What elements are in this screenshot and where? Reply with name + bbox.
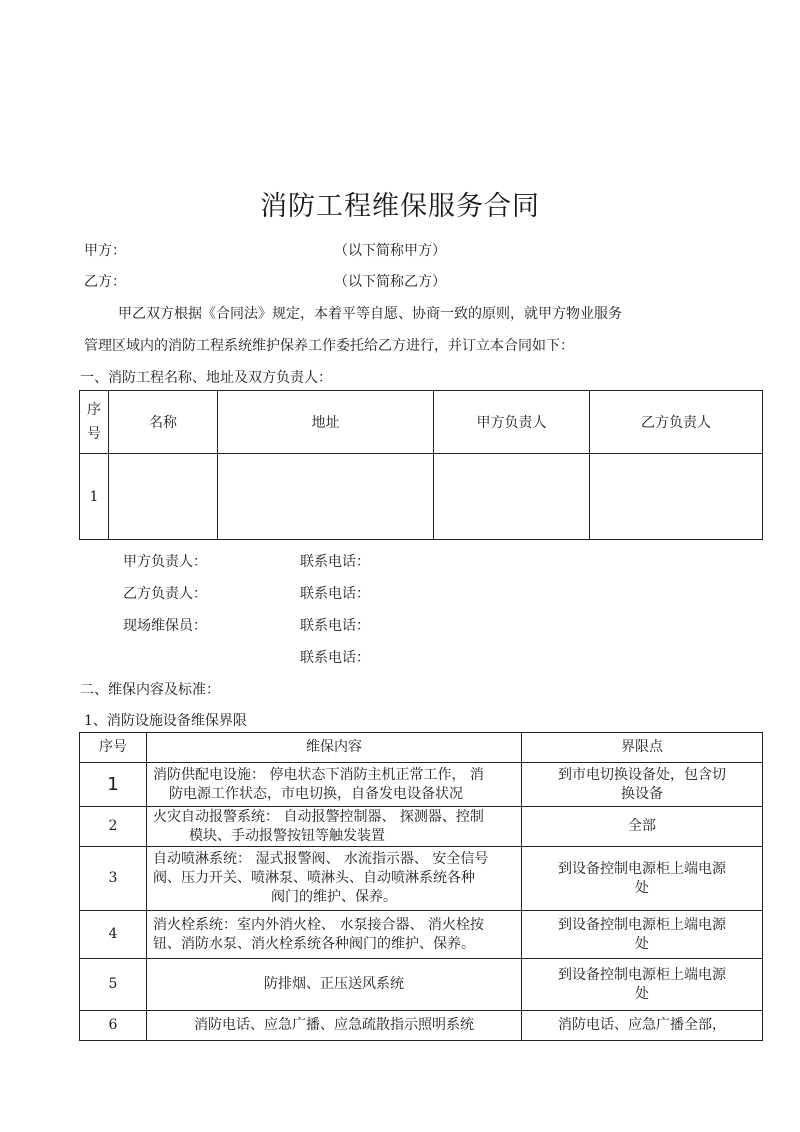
table-row bbox=[80, 1011, 763, 1041]
m-row-limit: 到设备控制电源柜上端电源 处 bbox=[522, 959, 763, 1011]
contact-site-phone: 联系电话： bbox=[300, 618, 370, 634]
m-row-limit: 全部 bbox=[522, 807, 763, 847]
m-row-no: 5 bbox=[80, 959, 147, 1011]
table-row bbox=[80, 454, 763, 540]
m-row-limit: 到设备控制电源柜上端电源 处 bbox=[522, 847, 763, 911]
header-party-b: 乙方负责人 bbox=[590, 391, 763, 454]
m-row-content: 防排烟、正压送风系统 bbox=[147, 959, 522, 1011]
intro-line-2: 管理区域内的消防工程系统维护保养工作委托给乙方进行，并订立本合同如下： bbox=[84, 338, 574, 354]
header-no: 序号 bbox=[80, 391, 109, 454]
header-party-a: 甲方负责人 bbox=[434, 391, 590, 454]
table-row bbox=[80, 911, 763, 959]
party-a-label: 甲方： bbox=[84, 243, 126, 259]
m-row-content: 消防供配电设施： 停电状态下消防主机正常工作， 消 防电源工作状态，市电切换，自备发电设备状况 bbox=[147, 763, 522, 807]
table-row bbox=[80, 763, 763, 807]
contact-a-label: 甲方负责人： bbox=[123, 554, 207, 570]
row-address bbox=[218, 454, 434, 540]
m-row-no: 6 bbox=[80, 1011, 147, 1041]
m-row-no: 3 bbox=[80, 847, 147, 911]
m-header-content: 维保内容 bbox=[147, 733, 522, 763]
section2-sub1: 1、消防设施设备维保界限 bbox=[84, 713, 247, 729]
section2-heading: 二、维保内容及标准： bbox=[80, 682, 220, 698]
row-party-b bbox=[590, 454, 763, 540]
m-row-content: 消火栓系统：室内外消火栓、 水泵接合器、 消火栓按 钮、消防水泵、消火栓系统各种阀门的维护、保养。 bbox=[147, 911, 522, 959]
m-row-no: 2 bbox=[80, 807, 147, 847]
header-address: 地址 bbox=[218, 391, 434, 454]
contact-site-label: 现场维保员： bbox=[123, 618, 207, 634]
contact-extra-phone: 联系电话： bbox=[300, 650, 370, 666]
m-row-content: 自动喷淋系统： 湿式报警阀、 水流指示器、 安全信号 阀、压力开关、喷淋泵、喷淋头、自动喷淋系统各种 阀门的维护、保养。 bbox=[147, 847, 522, 911]
row-no: 1 bbox=[80, 454, 109, 540]
party-b-label: 乙方： bbox=[84, 274, 126, 290]
intro-line-1: 甲乙双方根据《合同法》规定，本着平等自愿、协商一致的原则，就甲方物业服务 bbox=[118, 306, 622, 322]
row-party-a bbox=[434, 454, 590, 540]
party-b-note: （以下简称乙方） bbox=[334, 274, 446, 290]
table-row bbox=[80, 807, 763, 847]
maintenance-table bbox=[79, 732, 763, 1041]
m-row-limit: 消防电话、应急广播全部， bbox=[522, 1011, 763, 1041]
contact-a-phone: 联系电话： bbox=[300, 554, 370, 570]
contact-b-label: 乙方负责人： bbox=[123, 586, 207, 602]
project-table bbox=[79, 390, 763, 540]
section1-heading: 一、消防工程名称、地址及双方负责人： bbox=[80, 370, 332, 386]
m-header-limit: 界限点 bbox=[522, 733, 763, 763]
m-row-content: 火灾自动报警系统： 自动报警控制器、 探测器、控制 模块、手动报警按钮等触发装置 bbox=[147, 807, 522, 847]
party-a-note: （以下简称甲方） bbox=[334, 243, 446, 259]
table-row bbox=[80, 847, 763, 911]
page-title: 消防工程维保服务合同 bbox=[260, 191, 540, 222]
contact-b-phone: 联系电话： bbox=[300, 586, 370, 602]
m-row-limit: 到设备控制电源柜上端电源 处 bbox=[522, 911, 763, 959]
m-row-content: 消防电话、应急广播、应急疏散指示照明系统 bbox=[147, 1011, 522, 1041]
table-row bbox=[80, 959, 763, 1011]
m-row-limit: 到市电切换设备处，包含切 换设备 bbox=[522, 763, 763, 807]
m-row-no: 1 bbox=[80, 763, 147, 807]
m-row-no: 4 bbox=[80, 911, 147, 959]
row-name bbox=[109, 454, 218, 540]
header-name: 名称 bbox=[109, 391, 218, 454]
m-header-no: 序号 bbox=[80, 733, 147, 763]
